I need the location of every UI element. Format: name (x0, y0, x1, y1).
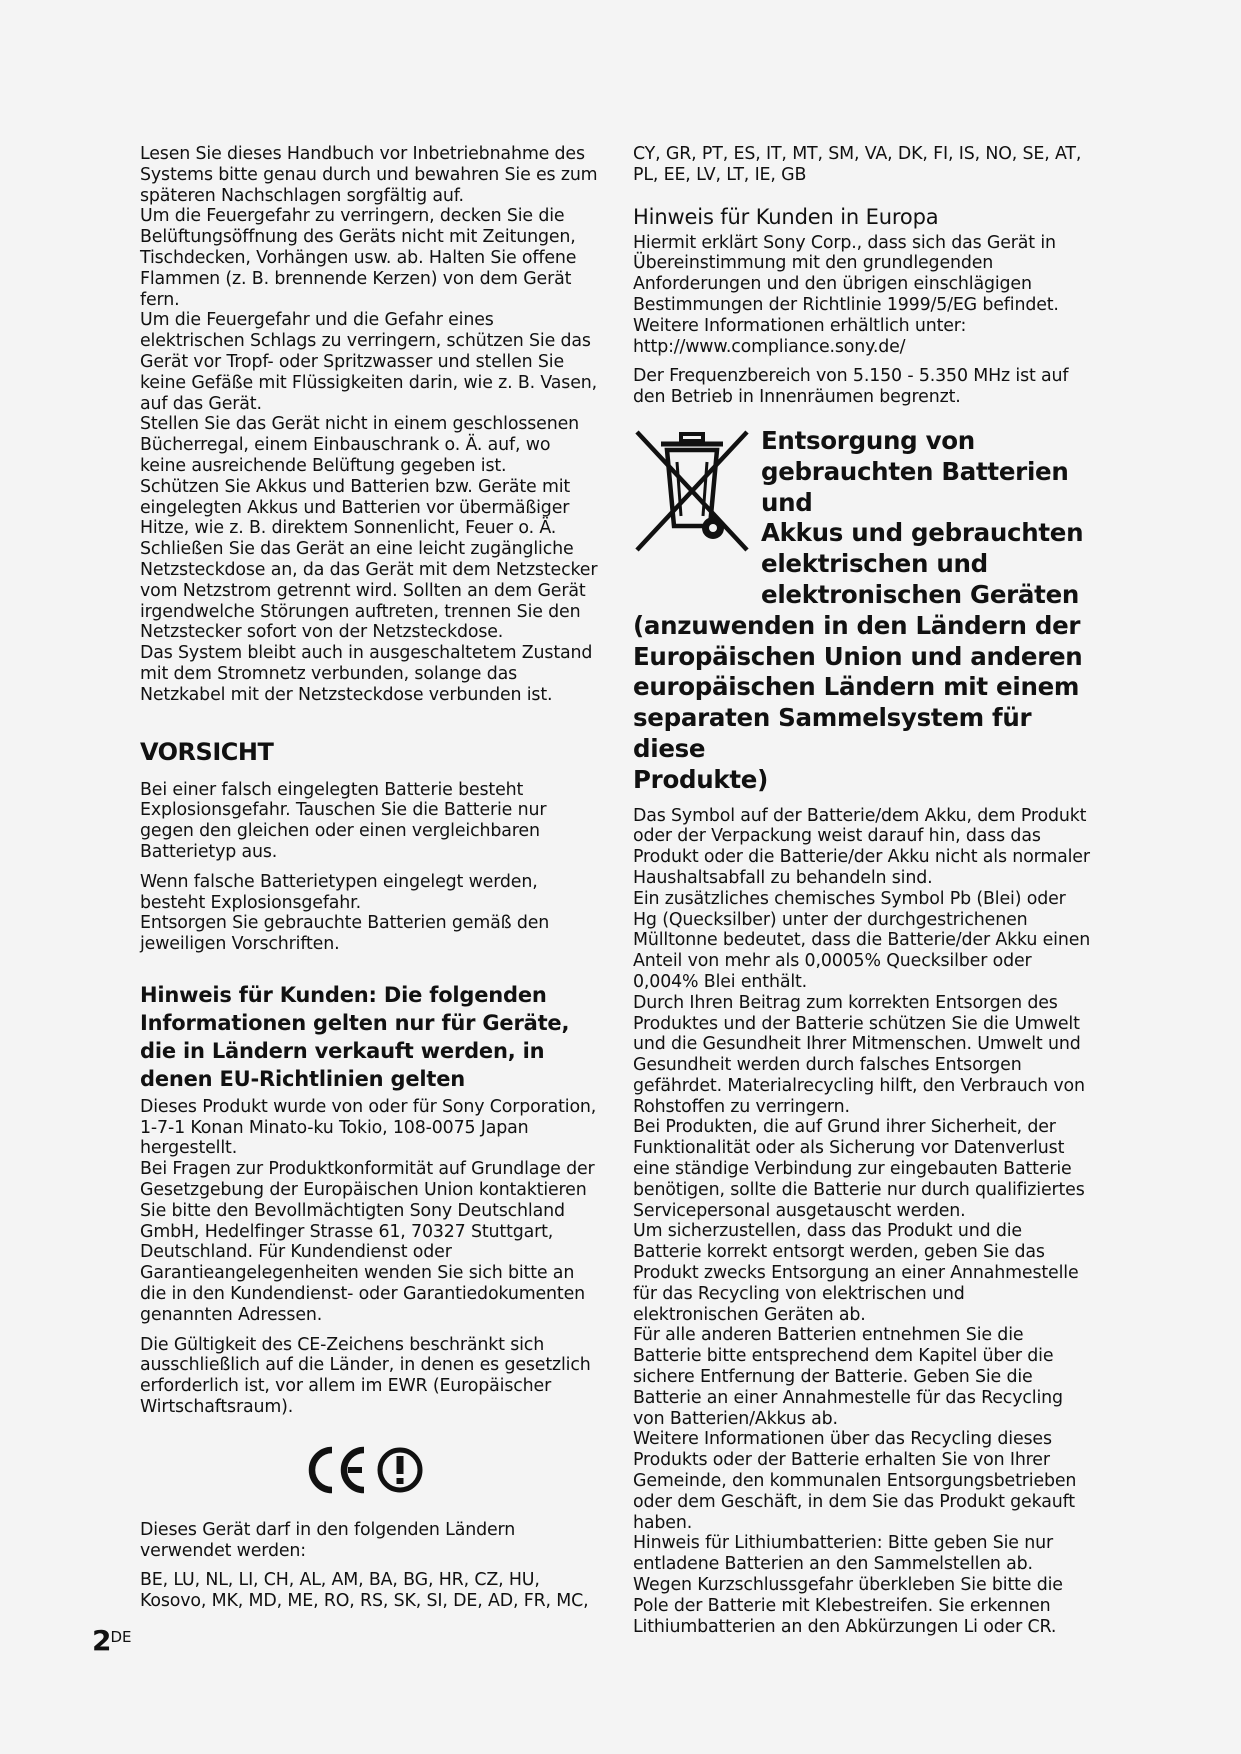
page-number (92, 1624, 132, 1657)
countries-list-continued: CY, GR, PT, ES, IT, MT, SM, VA, DK, FI, IS, NO, SE, AT, PL, EE, LV, LT, IE, GB (633, 144, 1082, 185)
caution-heading: VORSICHT (140, 737, 274, 766)
intro-paragraph: Schließen Sie das Gerät an eine leicht zugängliche Netzsteckdose an, da das Gerät mit dem Netzstecker vom Netzstrom getrennt wird. Sollten an dem Gerät irgendwelche Störungen auftreten, trennen Sie den Netzstecker sofort von der Netzsteckdose. (140, 539, 598, 643)
countries-intro: Dieses Gerät darf in den folgenden Ländern verwendet werden: (140, 1519, 516, 1561)
caution-paragraph: Bei einer falsch eingelegten Batterie besteht Explosionsgefahr. Tauschen Sie die Batterie nur gegen den gleichen oder einen vergleichbaren Batterietyp aus. (140, 779, 547, 862)
countries-list: BE, LU, NL, LI, CH, AL, AM, BA, BG, HR, CZ, HU, Kosovo, MK, MD, ME, RO, RS, SK, SI, DE, AD, FR, MC, (140, 1570, 589, 1612)
compliance-url: http://www.compliance.sony.de/ (633, 336, 906, 357)
ce-validity-paragraph: Die Gültigkeit des CE-Zeichens beschränkt sich ausschließlich auf die Länder, in denen es gesetzlich erforderlich ist, vor allem im EWR (Europäischer Wirtschaftsraum). (140, 1334, 591, 1418)
crossed-out-wheeled-bin-icon (633, 428, 751, 558)
ce-alert-mark-icon (308, 1444, 426, 1496)
disposal-paragraph: Ein zusätzliches chemisches Symbol Pb (Blei) oder Hg (Quecksilber) unter der durchgestrichenen Mülltonne bedeutet, dass die Batterie/der Akku einen Anteil von mehr als 0,0005% Quecksilber oder 0,004% Blei enthält. (633, 888, 1091, 992)
disposal-paragraph: Durch Ihren Beitrag zum korrekten Entsorgen des Produktes und der Batterie schützen Sie die Umwelt und die Gesundheit Ihrer Mitmenschen. Umwelt und Gesundheit werden durch falsches Entsorgen gefährdet. Materialrecycling hilft, den Verbrauch von Rohstoffen zu verringern. (633, 992, 1085, 1117)
disposal-heading-line: (anzuwenden in den Ländern der (633, 610, 1081, 640)
eu-notice-paragraph: Bei Fragen zur Produktkonformität auf Grundlage der Gesetzgebung der Europäischen Union kontaktieren Sie bitte den Bevollmächtigten Sony Deutschland GmbH, Hedelfinger Strasse 61, 70327 Stuttgart, Deutschland. Für Kundendienst oder Garantieangelegenheiten wenden Sie sich bitte an die in den Kundendienst- oder Garantiedokumenten genannten Adressen. (140, 1159, 595, 1325)
intro-paragraph: Stellen Sie das Gerät nicht in einem geschlossenen Bücherregal, einem Einbauschrank o. Ä. auf, wo keine ausreichende Belüftung gegeben ist. (140, 414, 579, 476)
page-language-code: DE (110, 1628, 132, 1646)
disposal-paragraph: Hinweis für Lithiumbatterien: Bitte geben Sie nur entladene Batterien an den Sammelstellen ab. (633, 1533, 1053, 1575)
eu-notice-heading: Hinweis für Kunden: Die folgenden Informationen gelten nur für Geräte, die in Ländern verkauft werden, in denen EU-Richtlinien gelten (140, 982, 570, 1091)
caution-paragraph: Entsorgen Sie gebrauchte Batterien gemäß den jeweiligen Vorschriften. (140, 913, 550, 955)
right-column (633, 144, 1093, 1637)
disposal-paragraph: Bei Produkten, die auf Grund ihrer Sicherheit, der Funktionalität oder als Sicherung vor Datenverlust eine ständige Verbindung zur eingebauten Batterie benötigen, sollte die Batterie nur durch qualifiziertes Servicepersonal ausgetauscht werden. (633, 1117, 1085, 1221)
europe-notice-paragraph: Hiermit erklärt Sony Corp., dass sich das Gerät in Übereinstimmung mit den grundlegenden Anforderungen und den übrigen einschlägigen Bestimmungen der Richtlinie 1999/5/EG befindet. (633, 232, 1059, 315)
europe-info-label: Weitere Informationen erhältlich unter: (633, 315, 967, 336)
disposal-heading-line: gebrauchten Batterien und (761, 456, 1069, 517)
intro-paragraph: Lesen Sie dieses Handbuch vor Inbetriebnahme des Systems bitte genau durch und bewahren Sie es zum späteren Nachschlagen sorgfältig auf. (140, 144, 598, 206)
eu-notice-paragraph: Dieses Produkt wurde von oder für Sony Corporation, 1-7-1 Konan Minato-ku Tokio, 108-0075 Japan hergestellt. (140, 1096, 597, 1159)
disposal-paragraph: Weitere Informationen über das Recycling dieses Produkts oder der Batterie erhalten Sie von Ihrer Gemeinde, den kommunalen Entsorgungsbetrieben oder dem Geschäft, in dem Sie das Produkt gekauft haben. (633, 1429, 1077, 1533)
disposal-paragraph: Das Symbol auf der Batterie/dem Akku, dem Produkt oder der Verpackung weist darauf hin, dass das Produkt oder die Batterie/der Akku nicht als normaler Haushaltsabfall zu behandeln sind. (633, 805, 1090, 888)
disposal-heading-line: separaten Sammelsystem für diese (633, 703, 1032, 763)
disposal-section (633, 426, 1093, 1637)
frequency-note: Der Frequenzbereich von 5.150 - 5.350 MHz ist auf den Betrieb in Innenräumen begrenzt. (633, 366, 1069, 408)
disposal-heading-line: Produkte) (633, 764, 768, 794)
disposal-heading-line: europäischen Ländern mit einem (633, 672, 1080, 702)
left-column (140, 144, 600, 1612)
disposal-paragraph: Wegen Kurzschlussgefahr überkleben Sie bitte die Pole der Batterie mit Klebestreifen. Sie erkennen Lithiumbatterien an den Abkürzungen Li oder CR. (633, 1575, 1063, 1637)
disposal-heading-line: elektronischen Geräten (761, 579, 1080, 609)
disposal-heading-line: Europäischen Union und anderen (633, 641, 1083, 671)
europe-notice-heading: Hinweis für Kunden in Europa (633, 204, 939, 229)
intro-paragraph: Um die Feuergefahr und die Gefahr eines elektrischen Schlags zu verringern, schützen Sie das Gerät vor Tropf- oder Spritzwasser und stellen Sie keine Gefäße mit Flüssigkeiten darin, wie z. B. Vasen, auf das Gerät. (140, 310, 598, 414)
disposal-heading-line: Entsorgung von (761, 425, 975, 455)
disposal-paragraph: Um sicherzustellen, dass das Produkt und die Batterie korrekt entsorgt werden, geben Sie das Produkt zwecks Entsorgung an einer Annahmestelle für das Recycling von elektrischen und elektronischen Geräten ab. (633, 1221, 1079, 1325)
disposal-heading-line: elektrischen und (761, 549, 988, 579)
intro-paragraph: Schützen Sie Akkus und Batterien bzw. Geräte mit eingelegten Akkus und Batterien vor übermäßiger Hitze, wie z. B. direktem Sonnenlicht, Feuer o. Ä. (140, 476, 571, 539)
disposal-heading-line: Akkus und gebrauchten (761, 518, 1084, 548)
intro-paragraph: Um die Feuergefahr zu verringern, decken Sie die Belüftungsöffnung des Geräts nicht mit Zeitungen, Tischdecken, Vorhängen usw. ab. Halten Sie offene Flammen (z. B. brennende Kerzen) von dem Gerät fern. (140, 206, 577, 310)
disposal-paragraph: Für alle anderen Batterien entnehmen Sie die Batterie bitte entsprechend dem Kapitel über die sichere Entfernung der Batterie. Geben Sie die Batterie an einer Annahmestelle für das Recycling von Batterien/Akkus ab. (633, 1325, 1063, 1429)
caution-paragraph: Wenn falsche Batterietypen eingelegt werden, besteht Explosionsgefahr. (140, 871, 538, 913)
intro-paragraph: Das System bleibt auch in ausgeschaltetem Zustand mit dem Stromnetz verbunden, solange das Netzkabel mit der Netzsteckdose verbunden ist. (140, 643, 593, 705)
page-number-value: 2 (92, 1624, 111, 1657)
